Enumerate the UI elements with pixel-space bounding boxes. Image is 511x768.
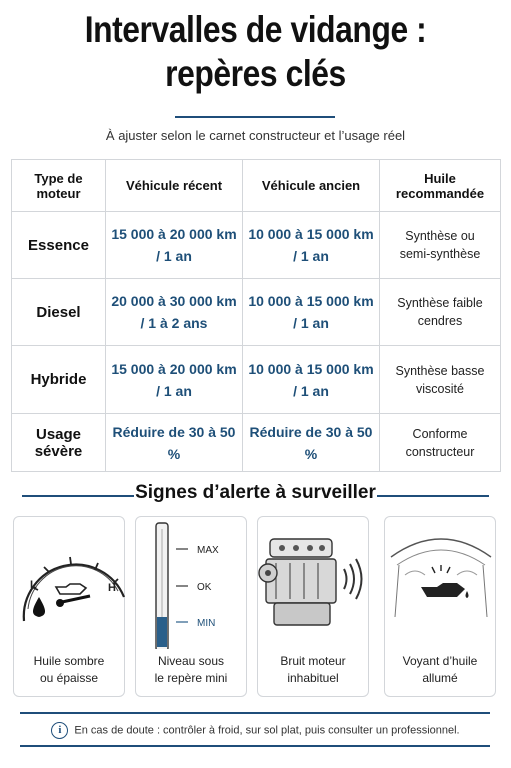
cell-line: cendres xyxy=(417,314,463,328)
table-row xyxy=(12,212,501,279)
cell-recent-interval xyxy=(106,279,243,346)
cell-recent-interval xyxy=(106,414,243,472)
sign-label-line: Voyant d’huile xyxy=(402,654,478,668)
cell-line: Synthèse ou xyxy=(405,229,475,243)
cell-line: Conforme xyxy=(412,426,468,441)
cell-old-interval xyxy=(243,212,380,279)
sign-card-dark-oil xyxy=(13,516,125,697)
warning-signs-title: Signes d’alerte à surveiller xyxy=(135,482,376,503)
gauge-high-label: H xyxy=(108,582,116,594)
title-divider xyxy=(175,116,335,118)
table-header-row xyxy=(12,160,501,212)
page-title xyxy=(36,8,475,96)
page-title-line-1: Intervalles de vidange : xyxy=(84,9,427,50)
row-engine-type: Hybride xyxy=(12,346,106,414)
header-engine-type: Type de moteur xyxy=(12,160,106,212)
sign-label-line: Niveau sous xyxy=(157,654,225,668)
cell-recent-interval xyxy=(106,212,243,279)
cell-line: 10 000 à 15 000 km xyxy=(248,360,374,377)
cell-line: / 1 an xyxy=(156,382,192,399)
note-divider-top xyxy=(20,712,490,714)
sign-label-line: le repère mini xyxy=(154,671,228,685)
cell-line: 15 000 à 20 000 km xyxy=(111,360,237,377)
sign-label xyxy=(14,653,124,687)
cell-oil-type xyxy=(380,414,501,472)
cell-line: Synthèse basse xyxy=(395,363,485,378)
header-old-vehicle: Véhicule ancien xyxy=(243,160,380,212)
info-icon: i xyxy=(51,722,68,739)
sign-label-line: ou épaisse xyxy=(39,671,99,685)
dipstick-icon xyxy=(136,517,248,649)
page-title-line-2: repères clés xyxy=(165,53,346,94)
dipstick-min-label: MIN xyxy=(197,618,216,629)
cell-recent-interval xyxy=(106,346,243,414)
cell-line: semi-synthèse xyxy=(399,247,481,261)
cell-line: / 1 an xyxy=(293,248,329,264)
sign-label-line: Huile sombre xyxy=(33,654,105,668)
cell-line: 10 000 à 15 000 km xyxy=(248,226,374,242)
cell-oil-type xyxy=(380,279,501,346)
cell-line: / 1 an xyxy=(156,248,192,264)
sign-card-engine-noise xyxy=(257,516,369,697)
oil-warning-light-icon xyxy=(385,517,497,649)
sign-label xyxy=(136,653,246,687)
gauge-low-label: L xyxy=(30,579,37,591)
cell-line: / 1 à 2 ans xyxy=(140,315,208,331)
sign-card-low-level xyxy=(135,516,247,697)
cell-old-interval xyxy=(243,414,380,472)
sign-label xyxy=(385,653,495,687)
row-engine-type: Diesel xyxy=(12,279,106,346)
cell-line: Réduire de 30 à 50 % xyxy=(112,423,236,462)
cell-old-interval xyxy=(243,346,380,414)
row-engine-type: Usage sévère xyxy=(12,414,106,472)
sign-card-oil-light xyxy=(384,516,496,697)
table-row xyxy=(12,279,501,346)
cell-line: 15 000 à 20 000 km xyxy=(111,226,237,242)
cell-line: 20 000 à 30 000 km xyxy=(111,293,237,309)
cell-line: 10 000 à 15 000 km xyxy=(248,293,374,309)
row-engine-type: Essence xyxy=(12,212,106,279)
cell-oil-type xyxy=(380,212,501,279)
cell-line: / 1 an xyxy=(293,315,329,331)
cell-line: viscosité xyxy=(416,381,464,396)
subtitle: À ajuster selon le carnet constructeur et l’usage réel xyxy=(105,128,406,143)
cell-line: / 1 an xyxy=(293,382,329,399)
oil-gauge-icon xyxy=(14,517,126,649)
cell-line: constructeur xyxy=(405,444,475,459)
sign-label-line: inhabituel xyxy=(287,671,339,685)
cell-old-interval xyxy=(243,279,380,346)
sign-label xyxy=(258,653,368,687)
engine-noise-icon xyxy=(258,517,370,649)
warning-signs-header xyxy=(0,482,511,508)
table-row xyxy=(12,346,501,414)
interval-table xyxy=(11,159,501,472)
note-divider-bottom xyxy=(20,745,490,747)
dipstick-max-label: MAX xyxy=(197,545,219,556)
sign-label-line: Bruit moteur xyxy=(280,654,346,668)
cell-oil-type xyxy=(380,346,501,414)
header-recommended-oil: Huile recommandée xyxy=(380,160,501,212)
header-recent-vehicle: Véhicule récent xyxy=(106,160,243,212)
advice-note-text: En cas de doute : contrôler à froid, sur sol plat, puis consulter un professionnel. xyxy=(74,724,460,737)
advice-note xyxy=(0,722,511,739)
cell-line: Réduire de 30 à 50 % xyxy=(249,423,373,462)
sign-label-line: allumé xyxy=(422,671,458,685)
cell-line: Synthèse faible xyxy=(397,296,483,310)
table-row xyxy=(12,414,501,472)
dipstick-ok-label: OK xyxy=(197,582,212,593)
